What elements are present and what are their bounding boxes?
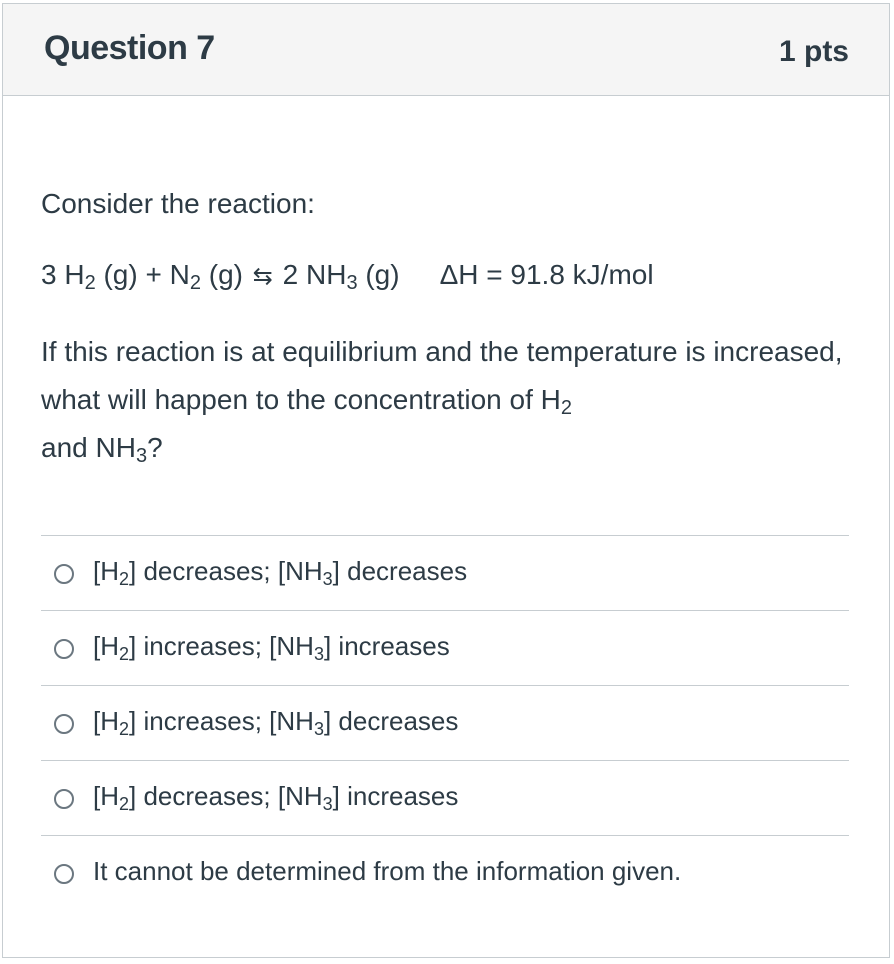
answer-subscript: 3 xyxy=(322,569,333,589)
answer-subscript: 2 xyxy=(119,794,130,814)
answer-subscript: 3 xyxy=(313,719,324,739)
eq-text: 2 NH xyxy=(274,259,347,290)
prompt-text: and NH xyxy=(41,432,136,463)
question-title: Question 7 xyxy=(44,29,215,67)
radio-button[interactable] xyxy=(54,639,74,659)
answer-text: ] increases; [NH xyxy=(129,706,314,736)
enthalpy-value: ΔH = 91.8 kJ/mol xyxy=(439,259,654,290)
answer-label[interactable] xyxy=(93,780,458,812)
answer-text: [H xyxy=(93,781,119,811)
answer-text: ] decreases; [NH xyxy=(129,556,323,586)
answer-option[interactable] xyxy=(41,685,849,760)
question-body xyxy=(41,180,849,472)
answer-subscript: 3 xyxy=(313,644,324,664)
answer-label[interactable] xyxy=(93,555,467,587)
answer-text: [H xyxy=(93,556,119,586)
answer-text: [H xyxy=(93,706,119,736)
prompt-subscript: 3 xyxy=(135,445,148,467)
answer-subscript: 3 xyxy=(322,794,333,814)
answer-text: It cannot be determined from the information given. xyxy=(93,856,682,886)
prompt-subscript: 2 xyxy=(560,397,572,419)
question-points: 1 pts xyxy=(778,35,849,68)
eq-text: (g) xyxy=(357,259,400,290)
equilibrium-arrow-icon: ⇆ xyxy=(252,263,273,290)
eq-text: 3 H xyxy=(41,259,85,290)
answer-text: [H xyxy=(93,631,119,661)
answer-option[interactable] xyxy=(41,835,849,910)
question-intro: Consider the reaction: xyxy=(41,188,315,219)
answer-text: ] increases xyxy=(323,631,450,661)
eq-subscript: 2 xyxy=(84,272,96,294)
eq-text: (g) xyxy=(200,259,251,290)
reaction-equation xyxy=(41,251,849,300)
answer-label[interactable] xyxy=(93,630,450,662)
question-prompt xyxy=(41,328,849,472)
answer-subscript: 2 xyxy=(119,719,130,739)
radio-button[interactable] xyxy=(54,564,74,584)
answer-subscript: 2 xyxy=(119,569,130,589)
prompt-text: If this reaction is at equilibrium and the temperature is increased, what will happen to the concentration of H xyxy=(41,336,843,415)
answer-text: ] increases; [NH xyxy=(129,631,314,661)
answer-option[interactable] xyxy=(41,760,849,835)
prompt-text: ? xyxy=(147,432,163,463)
radio-button[interactable] xyxy=(54,714,74,734)
answer-text: ] decreases; [NH xyxy=(129,781,323,811)
radio-button[interactable] xyxy=(54,789,74,809)
answer-text: ] decreases xyxy=(332,556,468,586)
answer-label[interactable] xyxy=(93,705,458,737)
answer-label[interactable] xyxy=(93,855,681,887)
answer-text: ] decreases xyxy=(323,706,459,736)
eq-text: (g) + N xyxy=(95,259,190,290)
answer-list xyxy=(41,535,849,910)
eq-subscript: 2 xyxy=(189,272,201,294)
answer-option[interactable] xyxy=(41,610,849,685)
question-header xyxy=(3,4,889,96)
answer-subscript: 2 xyxy=(119,644,130,664)
answer-option[interactable] xyxy=(41,535,849,610)
radio-button[interactable] xyxy=(54,864,74,884)
answer-text: ] increases xyxy=(332,781,459,811)
eq-subscript: 3 xyxy=(346,272,358,294)
